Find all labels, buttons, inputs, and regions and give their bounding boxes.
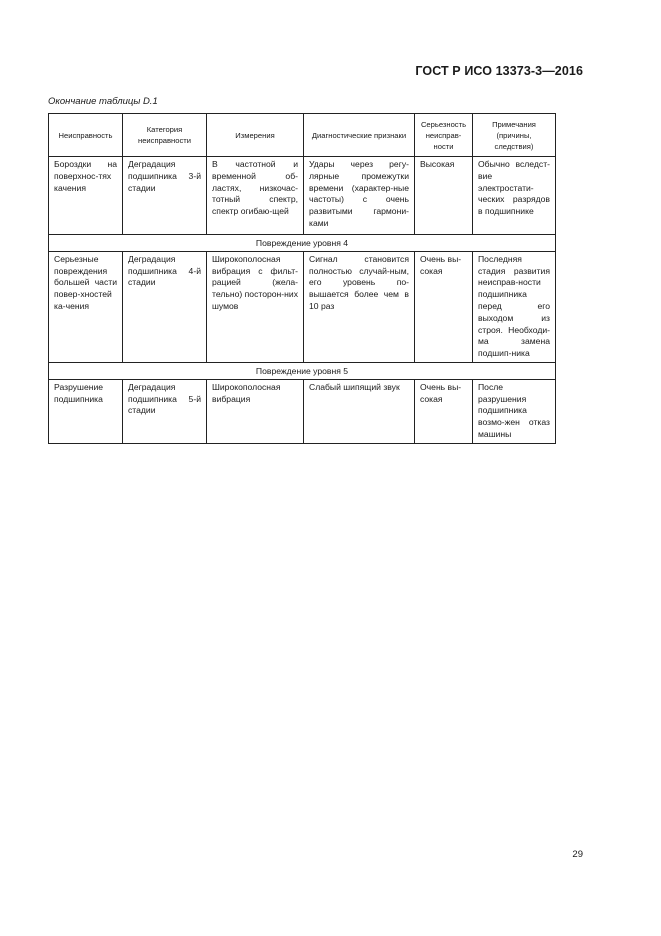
table-caption: Окончание таблицы D.1 <box>48 96 158 107</box>
cell-notes: Последняя стадия развития неисправ-ности подшипника перед его выходом из строя. Необходи-ма замена подшип-ника <box>473 251 556 362</box>
cell-severity: Очень вы-сокая <box>415 379 473 443</box>
table-header-row <box>49 114 556 157</box>
cell-fault: Серьезные повреждения большей части повер-хностей ка-чения <box>49 251 123 362</box>
col-header-category: Категория неисправности <box>123 114 207 157</box>
cell-fault: Бороздки на поверхнос-тях качения <box>49 157 123 235</box>
cell-measurement: Широкополосная вибрация <box>207 379 304 443</box>
cell-severity: Высокая <box>415 157 473 235</box>
cell-measurement: В частотной и временной об-ластях, низкочас-тотный спектр, спектр огибаю-щей <box>207 157 304 235</box>
cell-notes: После разрушения подшипника возмо-жен отказ машины <box>473 379 556 443</box>
cell-signs: Удары через регу-лярные промежутки времени (характер-ные частоты) с очень развитыми гармони-ками <box>304 157 415 235</box>
cell-severity: Очень вы-сокая <box>415 251 473 362</box>
col-header-fault: Неисправность <box>49 114 123 157</box>
col-header-measurement: Измерения <box>207 114 304 157</box>
table-row <box>49 251 556 362</box>
col-header-signs: Диагностические признаки <box>304 114 415 157</box>
table-row <box>49 157 556 235</box>
cell-measurement: Широкополосная вибрация с фильт-рацией (жела-тельно) посторон-них шумов <box>207 251 304 362</box>
standard-id: ГОСТ Р ИСО 13373-3—2016 <box>415 64 583 78</box>
cell-signs: Сигнал становится полностью случай-ным, его уровень по-вышается более чем в 10 раз <box>304 251 415 362</box>
cell-category: Деградация подшипника 5-й стадии <box>123 379 207 443</box>
cell-fault: Разрушение подшипника <box>49 379 123 443</box>
page-number: 29 <box>572 849 583 860</box>
cell-notes: Обычно вследст-вие электростати-ческих разрядов в подшипнике <box>473 157 556 235</box>
level-5-row <box>49 362 556 379</box>
fault-table <box>48 113 556 444</box>
col-header-notes: Примечания (причины, следствия) <box>473 114 556 157</box>
col-header-severity: Серьезность неисправ-ности <box>415 114 473 157</box>
cell-category: Деградация подшипника 4-й стадии <box>123 251 207 362</box>
level-4-row <box>49 235 556 252</box>
cell-signs: Слабый шипящий звук <box>304 379 415 443</box>
table-row <box>49 379 556 443</box>
level-5-label: Повреждение уровня 5 <box>49 362 556 379</box>
cell-category: Деградация подшипника 3-й стадии <box>123 157 207 235</box>
level-4-label: Повреждение уровня 4 <box>49 235 556 252</box>
